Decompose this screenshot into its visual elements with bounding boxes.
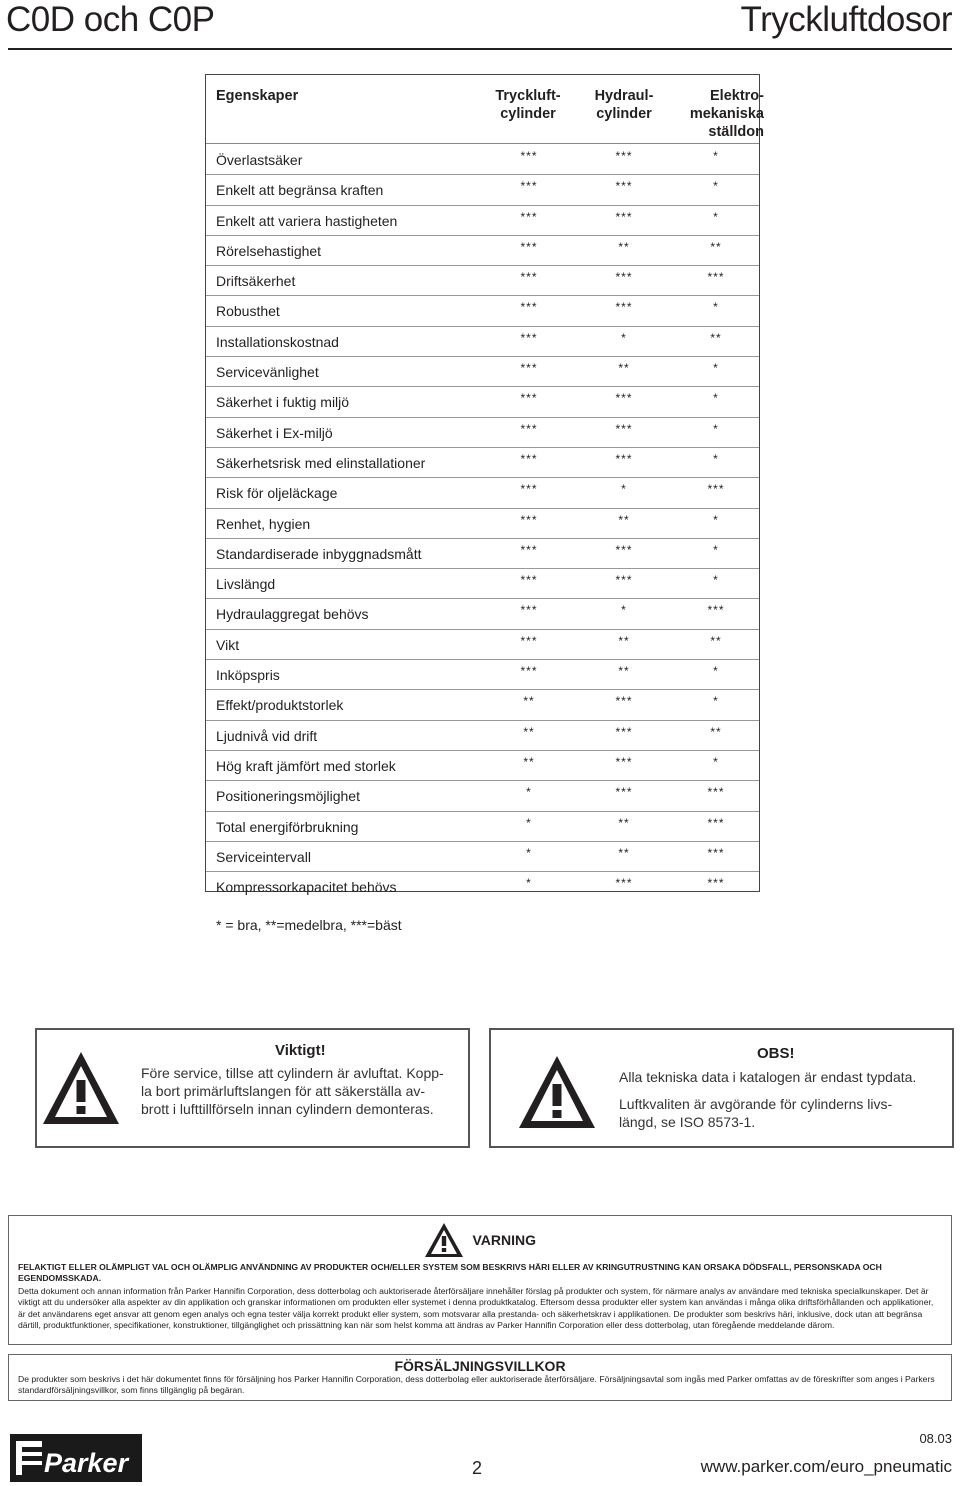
property-name: Positioneringsmöjlighet [216,788,360,805]
property-name: Kompressorkapacitet behövs [216,879,397,896]
rating-v2: *** [615,149,633,163]
rating-v3: *** [707,845,725,860]
rating-v1: *** [520,270,538,285]
warning-title: VARNING [472,1232,536,1248]
rating-v3: *** [707,876,725,891]
header-rule [8,48,952,50]
rating-v3: * [713,754,719,769]
rating-v1: *** [520,542,538,557]
important-note [35,1028,470,1148]
rating-v2: *** [615,209,633,224]
rating-v2: *** [615,785,633,800]
rating-v3: * [713,664,719,679]
property-name: Serviceintervall [216,848,311,865]
sales-terms-title: FÖRSÄLJNINGSVILLKOR [394,1358,566,1374]
obs-note-title: OBS! [757,1045,795,1062]
table-row [206,206,759,236]
rating-v2: ** [618,361,630,376]
rating-v2: *** [615,179,633,194]
warning-bold-text: FELAKTIGT ELLER OLÄMPLIGT VAL OCH OLÄMPLIG ANVÄNDNING AV PRODUKTER OCH/ELLER SYSTEM SOM BESKRIVS HÄRI ELLER AV KRINGUTRUSTNING KAN ORSAKA DÖDSFALL, PERSONSKADA OCH EGENDOMSSKADA. [18,1262,882,1283]
warning-heading [9,1222,951,1258]
rating-v3: * [713,512,719,527]
obs-note-line1: Alla tekniska data i katalogen är endast typdata. [619,1069,917,1085]
property-name: Renhet, hygien [216,515,311,532]
property-name: Risk för oljeläckage [216,485,338,502]
table-header [216,87,764,147]
rating-v1: ** [523,694,535,709]
rating-v1: *** [520,300,538,315]
table-row [206,448,759,478]
rating-v1: *** [520,391,538,406]
rating-v2: *** [615,754,633,769]
table-row [206,690,759,720]
table-row [206,569,759,599]
rating-v1: ** [523,724,535,739]
rating-v2: *** [615,573,633,588]
header-col-pneumatic-line2: cylinder [500,106,556,122]
rating-v3: * [713,391,719,406]
table-row [206,630,759,660]
rating-v3: * [713,694,719,709]
property-name: Vikt [216,636,240,653]
parker-logo [10,1434,142,1482]
rating-v2: *** [615,724,633,739]
rating-v2: * [621,603,627,618]
table-row [206,660,759,690]
table-row [206,539,759,569]
rating-v3: * [713,209,719,224]
rating-v1: *** [520,512,538,527]
table-row [206,812,759,842]
property-name: Servicevänlighet [216,364,319,381]
rating-v3: *** [707,603,725,618]
rating-v1: *** [520,421,538,436]
property-name: Säkerhetsrisk med elinstallationer [216,454,426,471]
important-note-title: Viktigt! [275,1042,326,1059]
table-row [206,872,759,902]
table-row [206,387,759,417]
rating-v1: * [526,845,532,860]
obs-note [489,1028,954,1148]
table-row [206,266,759,296]
table-row [206,599,759,629]
rating-v2: *** [615,270,633,285]
rating-legend: * = bra, **=medelbra, ***=bäst [216,917,402,933]
rating-v1: *** [520,482,538,497]
table-row [206,418,759,448]
rating-v1: *** [520,361,538,376]
rating-v1: *** [520,664,538,679]
property-name: Säkerhet i fuktig miljö [216,394,350,411]
rating-v1: ** [523,754,535,769]
rating-v2: *** [615,542,633,557]
rating-v1: *** [520,239,538,254]
header-col-hydraulic [574,87,674,123]
rating-v2: * [621,482,627,497]
header-right-title: Tryckluftdosor [740,0,952,39]
rating-v3: * [713,149,719,163]
rating-v1: *** [520,633,538,648]
important-note-line2: la bort primärluftslangen för att säkerställa av- [141,1083,426,1099]
table-row [206,842,759,872]
table-row [206,296,759,326]
property-name: Inköpspris [216,667,280,684]
rating-v1: *** [520,573,538,588]
rating-v2: * [621,330,627,345]
header-col-electromechanical [674,87,764,141]
important-note-body [141,1064,444,1118]
rating-v1: * [526,876,532,891]
footer-url[interactable]: www.parker.com/euro_pneumatic [700,1457,952,1476]
property-name: Ljudnivå vid drift [216,727,318,744]
rating-v3: * [713,179,719,194]
obs-note-line3: längd, se ISO 8573-1. [619,1114,756,1130]
rating-v2: ** [618,815,630,830]
table-row [206,175,759,205]
rating-v3: * [713,573,719,588]
property-name: Hydraulaggregat behövs [216,606,369,623]
table-row [206,721,759,751]
property-name: Total energiförbrukning [216,818,359,835]
table-row [206,478,759,508]
rating-v2: ** [618,512,630,527]
table-row [206,357,759,387]
rating-v1: *** [520,451,538,466]
rating-v3: ** [710,633,722,648]
property-name: Enkelt att variera hastigheten [216,212,398,229]
rating-v1: * [526,785,532,800]
header-col-electro-line1: Elektro- [710,88,764,104]
rating-v3: *** [707,482,725,497]
table-row [206,781,759,811]
warning-triangle-icon [41,1050,121,1126]
rating-v3: * [713,361,719,376]
property-name: Rörelsehastighet [216,242,322,259]
property-name: Livslängd [216,576,276,593]
rating-v3: *** [707,270,725,285]
rating-v3: ** [710,330,722,345]
properties-table [205,74,764,896]
rating-v2: *** [615,694,633,709]
property-name: Överlastsäker [216,152,303,168]
header-col-hydraulic-line1: Hydraul- [594,88,654,104]
property-name: Installationskostnad [216,333,339,350]
warning-box [8,1215,952,1345]
rating-v2: ** [618,664,630,679]
header-col-hydraulic-line2: cylinder [596,106,652,122]
sales-terms-box [8,1354,952,1401]
header-col-pneumatic [478,87,578,123]
rating-v3: * [713,542,719,557]
rating-v1: *** [520,209,538,224]
header-properties: Egenskaper [216,88,299,104]
warning-triangle-icon [517,1054,597,1130]
footer-date: 08.03 [919,1431,952,1446]
header-divider [206,143,759,144]
important-note-line1: Före service, tillse att cylindern är avluftat. Kopp- [141,1065,444,1081]
property-name: Effekt/produktstorlek [216,697,344,714]
rating-v2: ** [618,239,630,254]
rating-v2: *** [615,300,633,315]
rating-v1: *** [520,330,538,345]
header-col-electro-line2: mekaniska [689,106,764,122]
table-row [206,327,759,357]
table-row [206,509,759,539]
rating-v2: *** [615,451,633,466]
rating-v3: * [713,451,719,466]
rating-v2: *** [615,876,633,891]
property-name: Standardiserade inbyggnadsmått [216,545,422,562]
rating-v3: * [713,300,719,315]
property-name: Enkelt att begränsa kraften [216,182,384,199]
rating-v3: ** [710,724,722,739]
property-name: Robusthet [216,303,280,320]
header-col-electro-line3: ställdon [708,124,764,140]
rating-v1: *** [520,603,538,618]
obs-note-line2: Luftkvaliten är avgörande för cylinderns livs- [619,1096,893,1112]
important-note-line3: brott i lufttillförseln innan cylindern demonteras. [141,1101,434,1117]
rating-v1: *** [520,179,538,194]
rating-v3: *** [707,785,725,800]
warning-body-text: Detta dokument och annan information från Parker Hannifin Corporation, dess dotterbolag och auktoriserade återförsäljare innehåller förslag på produkter och system, för närmare analys av användare med tekniska specialkunskaper. Det är viktigt att du undersöker alla aspekter av din applikation och granskar informationen om produkten eller systemet i denna produktkatalog. Eftersom dessa produkter eller system kan användas i många olika driftsförhållanden och applikationer, är det användarens eget ansvar att genom egen analys och egna tester välja korrekt produkt eller system, som motsvarar alla prestanda- och säkerhetskrav i applikationen. De produkter som beskrivs häri, inklusive, dock utan att begränsa därtill, produktfunktioner, specifikationer, konstruktioner, tillgänglighet och prissättning kan när som helst komma att ändras av Parker Hannifin Corporation eller dess dotterbolag, utan föregående meddelande därom. [18,1286,934,1330]
parker-logo-text: Parker [44,1448,129,1478]
property-name: Hög kraft jämfört med storlek [216,757,396,774]
rating-v2: *** [615,421,633,436]
page-number: 2 [472,1458,483,1478]
sales-terms-text: De produkter som beskrivs i det här dokumentet finns för försäljning hos Parker Hannifin Corporation, dess dotterbolag eller auktoriserade återförsäljare. Försäljningsavtal som ingås med Parker omfattas av de föreskrifter som anges i Parkers standardförsäljningsvillkor, som finns tillgänglig på begäran. [18,1374,935,1396]
warning-triangle-icon [424,1222,464,1258]
table-row [206,236,759,266]
property-name: Driftsäkerhet [216,273,296,290]
header-col-pneumatic-line1: Tryckluft- [495,88,561,104]
table-body [206,145,759,902]
obs-note-body [619,1095,892,1131]
property-name: Säkerhet i Ex-miljö [216,424,333,441]
table-row [206,145,759,175]
rating-v1: *** [520,149,538,163]
header-left-title: C0D och C0P [6,0,215,39]
table-row [206,751,759,781]
rating-v2: ** [618,845,630,860]
rating-v3: *** [707,815,725,830]
rating-v3: * [713,421,719,436]
rating-v2: *** [615,391,633,406]
rating-v2: ** [618,633,630,648]
rating-v1: * [526,815,532,830]
rating-v3: ** [710,239,722,254]
